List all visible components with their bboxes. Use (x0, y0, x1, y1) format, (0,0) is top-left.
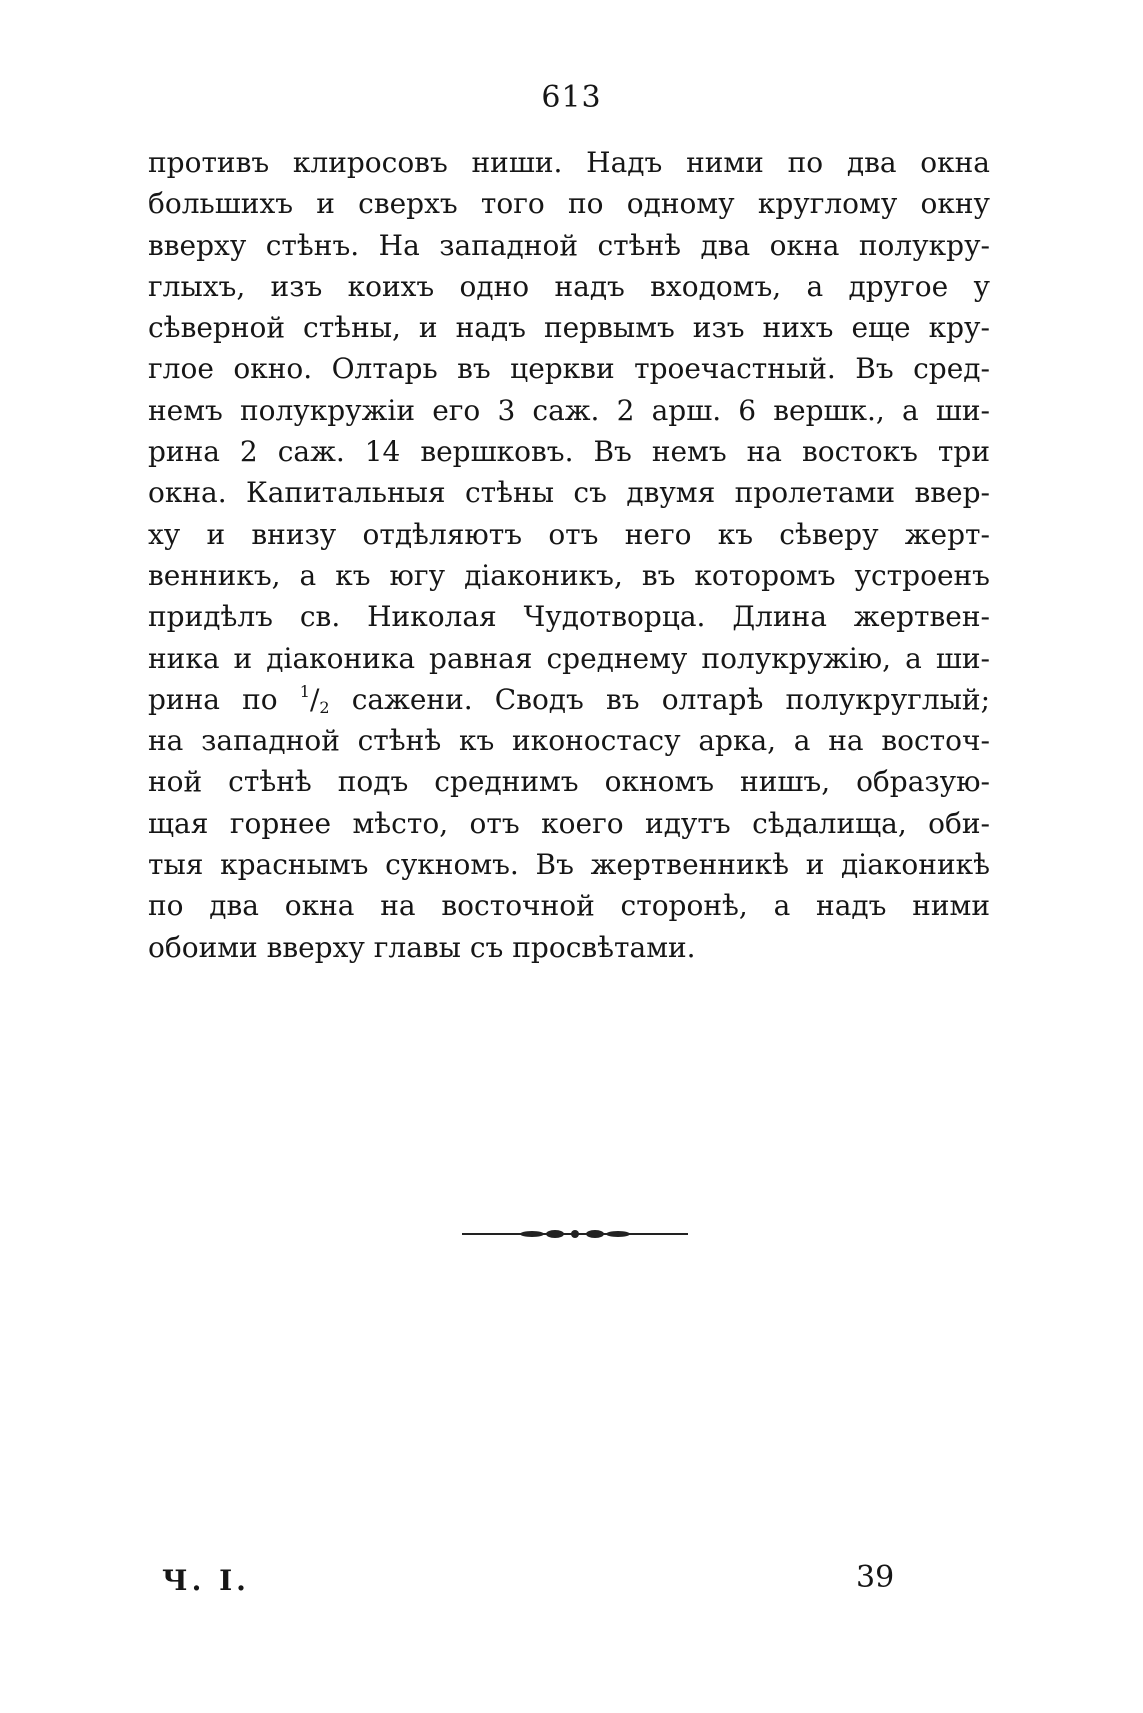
page-number: 613 (541, 80, 602, 115)
fraction-numerator: 1 (299, 681, 310, 701)
text-line: ху и внизу отдѣляютъ отъ него къ сѣверу жерт- (148, 517, 990, 551)
text-line: сѣверной стѣны, и надъ первымъ изъ нихъ еще кру- (148, 311, 990, 345)
text-line: противъ клиросовъ ниши. Надъ ними по два окна (148, 146, 990, 179)
text-line: обоими вверху главы съ просвѣтами. (148, 930, 696, 964)
text-line: вверху стѣнъ. На западной стѣнѣ два окна полукру- (148, 228, 990, 262)
text-line: тыя краснымъ сукномъ. Въ жертвенникѣ и діаконикѣ (148, 848, 990, 882)
text-line: на западной стѣнѣ къ иконостасу арка, а на восточ- (148, 724, 990, 758)
text-line: щая горнее мѣсто, отъ коего идутъ сѣдалища, оби- (148, 806, 990, 840)
text-line: ника и діаконика равная среднему полукружію, а ши- (148, 641, 990, 675)
text-line-with-fraction: рина по $^1/_2$ сажени. Сводъ въ олтарѣ полукруглый; (148, 681, 991, 717)
text-line: окна. Капитальныя стѣны съ двумя пролетами ввер- (148, 476, 990, 510)
signature-mark: Ч. I. (162, 1564, 250, 1597)
text-line: ной стѣнѣ подъ среднимъ окномъ нишъ, образую- (148, 765, 990, 799)
fraction-line-after: сажени. Сводъ въ олтарѣ полукруглый; (329, 682, 991, 716)
body-text (148, 142, 990, 968)
text-line: глыхъ, изъ коихъ одно надъ входомъ, а другое у (148, 269, 990, 303)
text-line: глое окно. Олтарь въ церкви троечастный. Въ сред- (148, 352, 990, 386)
text-line: по два окна на восточной сторонѣ, а надъ ними (148, 889, 990, 923)
text-line: рина 2 саж. 14 вершковъ. Въ немъ на востокъ три (148, 435, 990, 469)
text-line: венникъ, а къ югу діаконикъ, въ которомъ устроенъ (148, 558, 990, 592)
sheet-number: 39 (856, 1560, 895, 1595)
fraction-denominator: 2 (319, 697, 330, 717)
text-line: большихъ и сверхъ того по одному круглому окну (148, 187, 990, 221)
text-line: немъ полукружіи его 3 саж. 2 арш. 6 вершк., а ши- (148, 393, 990, 427)
text-line: придѣлъ св. Николая Чудотворца. Длина жертвен- (148, 600, 990, 634)
ornament-divider (460, 1226, 690, 1242)
fraction-line-before: рина по (148, 682, 300, 716)
